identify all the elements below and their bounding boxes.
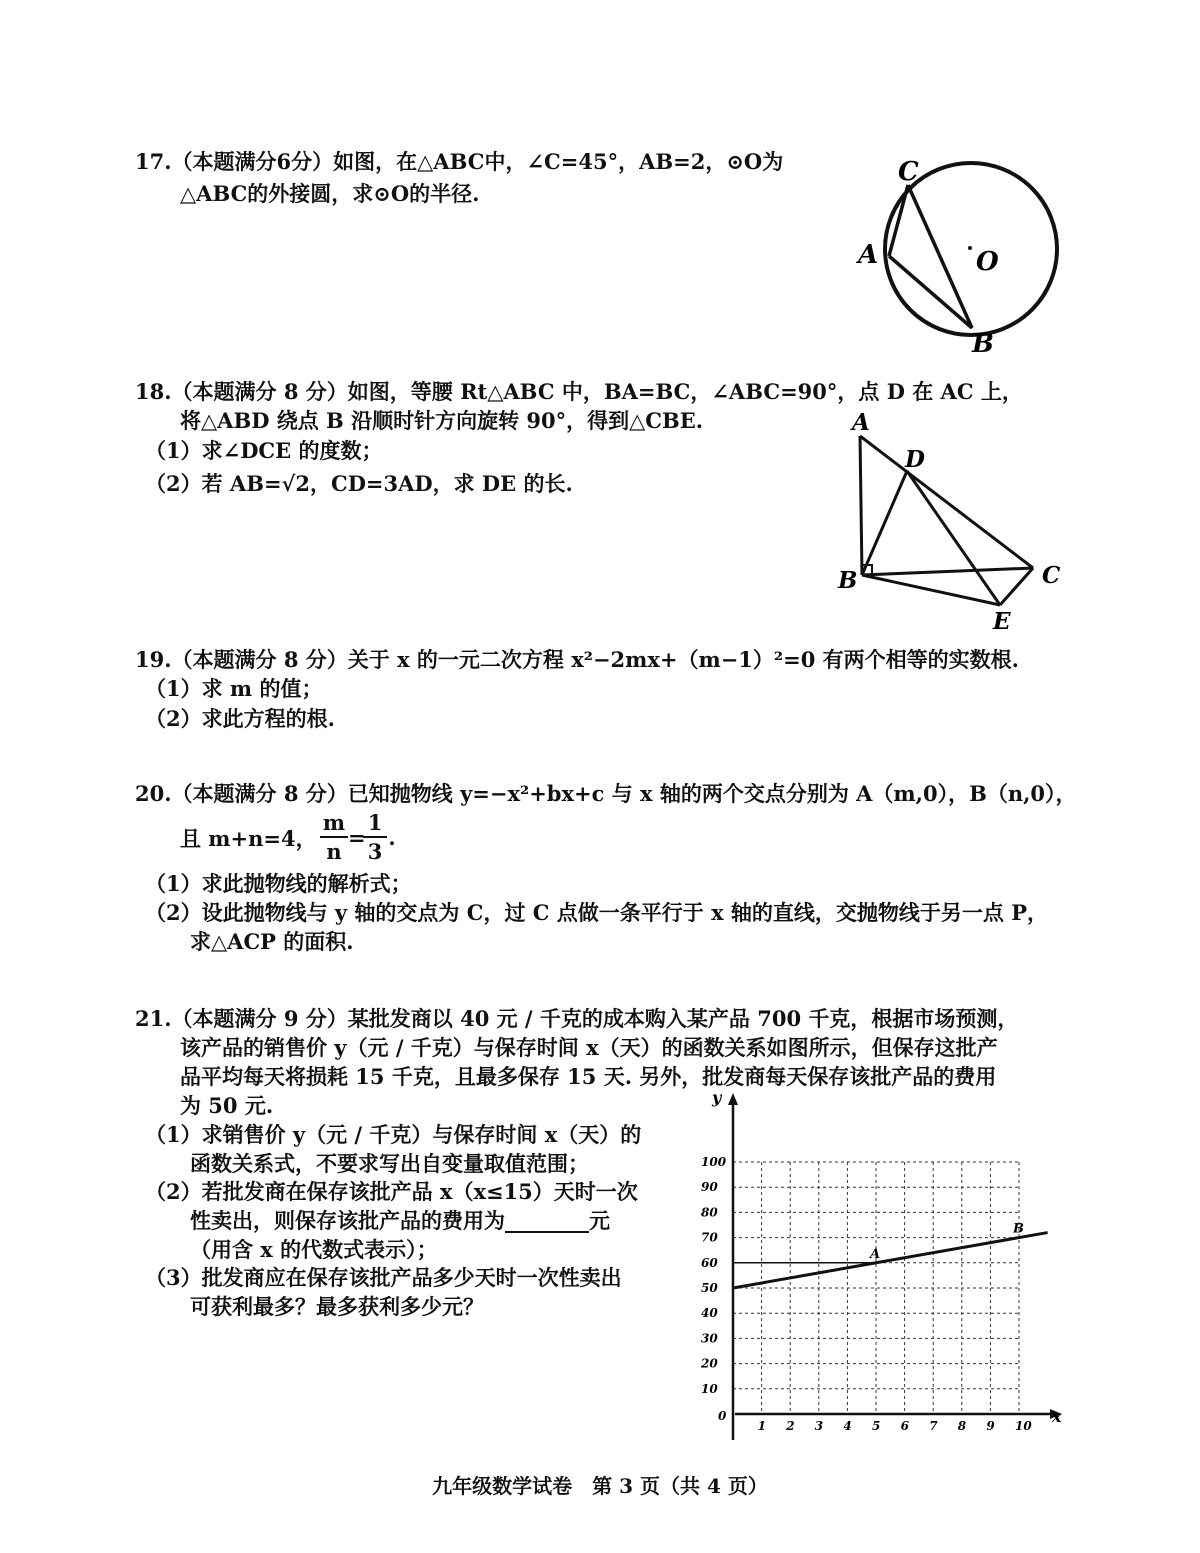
y-tick-label: 10 (701, 1381, 718, 1396)
page-footer: 九年级数学试卷 第 3 页（共 4 页） (432, 1474, 768, 1498)
fig18-triangle-diagram (830, 405, 1070, 635)
x-tick-label: 7 (929, 1419, 938, 1433)
fig17-circle-diagram (850, 150, 1080, 365)
q20-part-1: （1）求此抛物线的解析式； (145, 871, 412, 896)
q17-line-1: 17.（本题满分6分）如图，在△ABC中，∠C=45°，AB=2，⊙O为 (135, 149, 784, 174)
q21-line-4: 为 50 元. (180, 1093, 274, 1118)
x-axis-label: x (1052, 1407, 1062, 1426)
y-tick-label: 30 (701, 1331, 718, 1346)
q20-part-2-b: 求△ACP 的面积. (190, 929, 354, 954)
y-tick-label: 50 (701, 1281, 718, 1295)
q21-part-1-a: （1）求销售价 y（元 / 千克）与保存时间 x（天）的 (145, 1122, 642, 1147)
chart-series (733, 1222, 1048, 1288)
q20-part-2-a: （2）设此抛物线与 y 轴的交点为 C，过 C 点做一条平行于 x 轴的直线，交抛物线于另一点 P， (145, 900, 1049, 925)
q21-line-1: 21.（本题满分 9 分）某批发商以 40 元 / 千克的成本购入某产品 700 千克，根据市场预测， (135, 1006, 1019, 1031)
label-c: C (1042, 562, 1061, 589)
q18-line-2: 将△ABD 绕点 B 沿顺时针方向旋转 90°，得到△CBE. (180, 408, 704, 433)
segment-ab (860, 436, 862, 575)
y-tick-label: 20 (701, 1356, 718, 1371)
frac-left-bar (320, 836, 348, 838)
point-label: A (870, 1246, 881, 1262)
q18-line-1: 18.（本题满分 8 分）如图，等腰 Rt△ABC 中，BA=BC，∠ABC=90°，点 D 在 AC 上， (135, 379, 1023, 404)
q21-part-2-a: （2）若批发商在保存该批产品 x（x≤15）天时一次 (145, 1179, 638, 1204)
segment-de (907, 471, 1000, 605)
q21-line-2: 该产品的销售价 y（元 / 千克）与保存时间 x（天）的函数关系如图所示，但保存这批产 (180, 1035, 998, 1060)
frac-period: . (388, 825, 396, 850)
y-tick-label: 80 (701, 1205, 718, 1220)
segment-be (862, 575, 1000, 605)
x-tick-label: 8 (957, 1419, 967, 1433)
segment-ac (860, 436, 1033, 568)
q21-part-3-b: 可获利最多？最多获利多少元？ (190, 1294, 484, 1319)
segment-bc (862, 568, 1033, 575)
frac-right-den: 3 (367, 839, 383, 864)
q21-price-time-chart (690, 1085, 1080, 1445)
segment-ab (889, 256, 972, 328)
y-tick-label: 40 (701, 1306, 718, 1321)
label-e: E (993, 608, 1011, 635)
frac-right (363, 810, 387, 864)
y-tick-label: 70 (701, 1230, 718, 1245)
q19-part-2: （2）求此方程的根. (145, 706, 335, 731)
chart-ticks (700, 1155, 1032, 1433)
q17-line-2: △ABC的外接圆，求⊙O的半径. (180, 181, 480, 206)
q21-line-3: 品平均每天将损耗 15 千克，且最多保存 15 天. 另外，批发商每天保存该批产品的费用 (180, 1064, 997, 1089)
q21-part-3-a: （3）批发商应在保存该批产品多少天时一次性卖出 (145, 1265, 622, 1290)
x-tick-label: 10 (1015, 1419, 1032, 1433)
series-line (733, 1233, 1048, 1288)
q18-part-1: （1）求∠DCE 的度数； (145, 438, 383, 463)
label-c: C (898, 157, 919, 187)
point-label: B (1013, 1221, 1024, 1237)
label-d: D (905, 446, 925, 473)
x-tick-label: 9 (986, 1419, 995, 1433)
origin-label: 0 (718, 1409, 727, 1423)
center-dot (968, 246, 972, 250)
label-b: B (972, 329, 994, 359)
q20-line-2: 且 m+n=4， (180, 826, 317, 851)
label-a: A (852, 409, 870, 436)
x-tick-label: 3 (814, 1419, 824, 1433)
frac-equals: = (348, 825, 366, 850)
x-tick-label: 2 (786, 1419, 795, 1433)
y-tick-label: 60 (701, 1255, 718, 1270)
segment-cb (908, 185, 972, 328)
q19-part-1: （1）求 m 的值； (145, 676, 323, 701)
q21-part-1-b: 函数关系式，不要求写出自变量取值范围； (190, 1151, 589, 1176)
frac-right-bar (363, 836, 387, 838)
frac-right-num: 1 (367, 810, 383, 835)
y-tick-label: 90 (701, 1180, 718, 1195)
q21-part-2-b: 性卖出，则保存该批产品的费用为________元 (190, 1208, 610, 1233)
frac-left-num: m (322, 810, 346, 835)
q20-line-1: 20.（本题满分 8 分）已知抛物线 y=−x²+bx+c 与 x 轴的两个交点分别为 A（m,0），B（n,0）， (135, 781, 1077, 806)
q21-part-2-c: （用含 x 的代数式表示）； (190, 1237, 438, 1262)
y-axis-arrow-icon (728, 1093, 738, 1105)
label-a: A (858, 240, 879, 270)
segment-bd (862, 471, 907, 575)
frac-left-den: n (326, 839, 342, 864)
x-tick-label: 5 (872, 1419, 881, 1433)
y-axis-label: y (712, 1088, 722, 1107)
q18-part-2: （2）若 AB=√2，CD=3AD，求 DE 的长. (145, 471, 573, 496)
x-tick-label: 6 (900, 1419, 909, 1433)
label-o: O (976, 247, 999, 277)
label-b: B (838, 567, 858, 594)
x-tick-label: 4 (843, 1419, 852, 1433)
x-tick-label: 1 (757, 1419, 766, 1433)
y-tick-label: 100 (701, 1155, 727, 1169)
frac-left (320, 810, 348, 864)
q19-line-1: 19.（本题满分 8 分）关于 x 的一元二次方程 x²−2mx+（m−1）²=0 有两个相等的实数根. (135, 647, 1019, 672)
chart-grid (733, 1162, 1019, 1414)
segment-ce (1000, 568, 1033, 605)
